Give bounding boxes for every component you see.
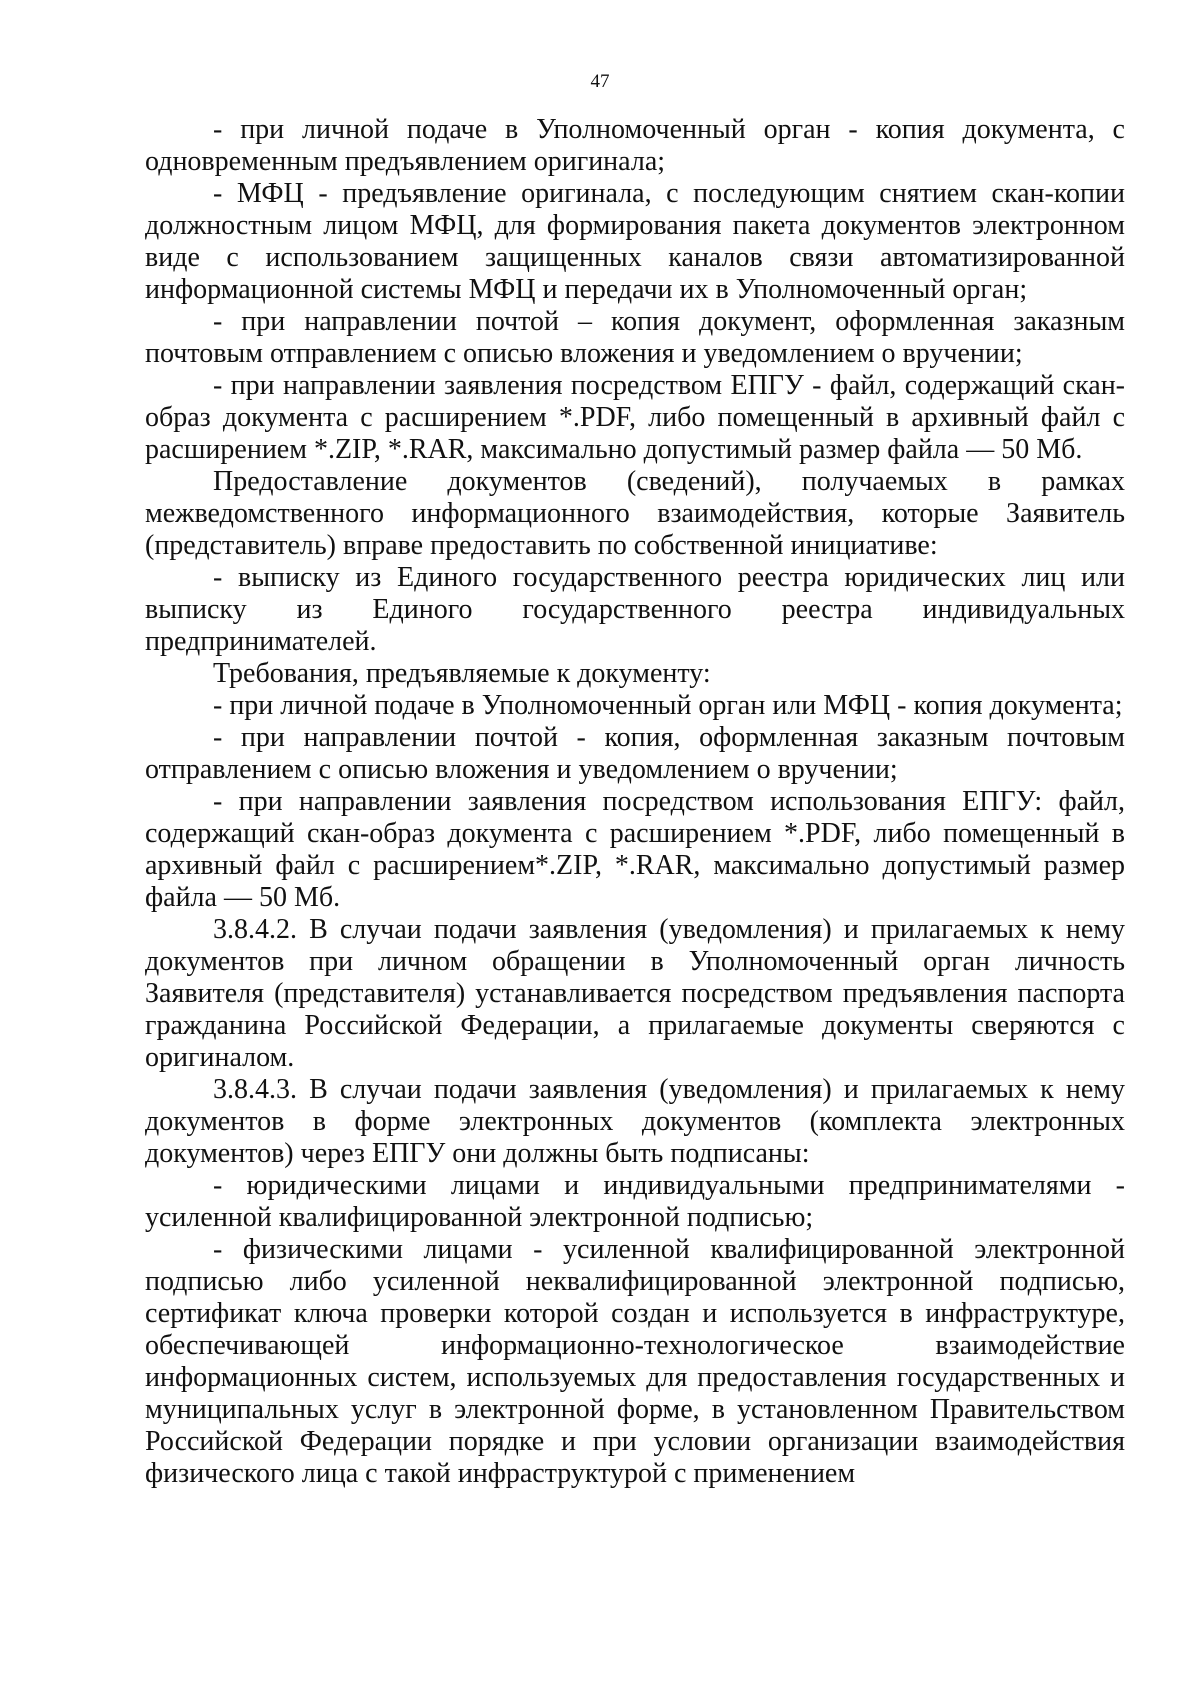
paragraph-epgu-submission: - при направлении заявления посредством ЕПГУ - файл, содержащий скан-образ документа с расширением *.PDF, либо помещенный в архивный файл с расширением *.ZIP, *.RAR, максимально допустимый размер файла — 50 Мб. [145,370,1125,465]
paragraph-requirement-epgu: - при направлении заявления посредством использования ЕПГУ: файл, содержащий скан-образ документа с расширением *.PDF, либо помещенный в архивный файл с расширением*.ZIP, *.RAR, максимально допустимый размер файла — 50 Мб. [145,786,1125,913]
paragraph-section-3-8-4-3: 3.8.4.3. В случаи подачи заявления (уведомления) и прилагаемых к нему документов в форме электронных документов (комплекта электронных документов) через ЕПГУ они должны быть подписаны: [145,1074,1125,1169]
paragraph-document-requirements: Требования, предъявляемые к документу: [213,658,711,689]
paragraph-interagency-documents: Предоставление документов (сведений), получаемых в рамках межведомственного информационного взаимодействия, которые Заявитель (представитель) вправе предоставить по собственной инициативе: [145,466,1125,561]
paragraph-legal-entities-signature: - юридическими лицами и индивидуальными предпринимателями - усиленной квалифицированной электронной подписью; [145,1170,1125,1233]
paragraph-requirement-postal: - при направлении почтой - копия, оформленная заказным почтовым отправлением с описью вложения и уведомлением о вручении; [145,722,1125,785]
paragraph-personal-submission: - при личной подаче в Уполномоченный орган - копия документа, с одновременным предъявлением оригинала; [145,114,1125,177]
document-body [145,114,1125,1490]
paragraph-section-3-8-4-2: 3.8.4.2. В случаи подачи заявления (уведомления) и прилагаемых к нему документов при личном обращении в Уполномоченный орган личность Заявителя (представителя) устанавливается посредством предъявления паспорта гражданина Российской Федерации, а прилагаемые документы сверяются с оригиналом. [145,914,1125,1073]
paragraph-mfc-submission: - МФЦ - предъявление оригинала, с последующим снятием скан-копии должностным лицом МФЦ, для формирования пакета документов электронном виде с использованием защищенных каналов связи автоматизированной информационной системы МФЦ и передачи их в Уполномоченный орган; [145,178,1125,305]
paragraph-registry-extract: - выписку из Единого государственного реестра юридических лиц или выписку из Единого государственного реестра индивидуальных предпринимателей. [145,562,1125,657]
paragraph-individuals-signature: - физическими лицами - усиленной квалифицированной электронной подписью либо усиленной неквалифицированной электронной подписью, сертификат ключа проверки которой создан и используется в инфраструктуре, обеспечивающей информационно-технологическое взаимодействие информационных систем, используемых для предоставления государственных и муниципальных услуг в электронной форме, в установленном Правительством Российской Федерации порядке и при условии организации взаимодействия физического лица с такой инфраструктурой с применением [145,1234,1125,1489]
paragraph-postal-submission: - при направлении почтой – копия документ, оформленная заказным почтовым отправлением с описью вложения и уведомлением о вручении; [145,306,1125,369]
page-number: 47 [590,71,610,92]
paragraph-requirement-personal: - при личной подаче в Уполномоченный орган или МФЦ - копия документа; [213,690,1123,721]
